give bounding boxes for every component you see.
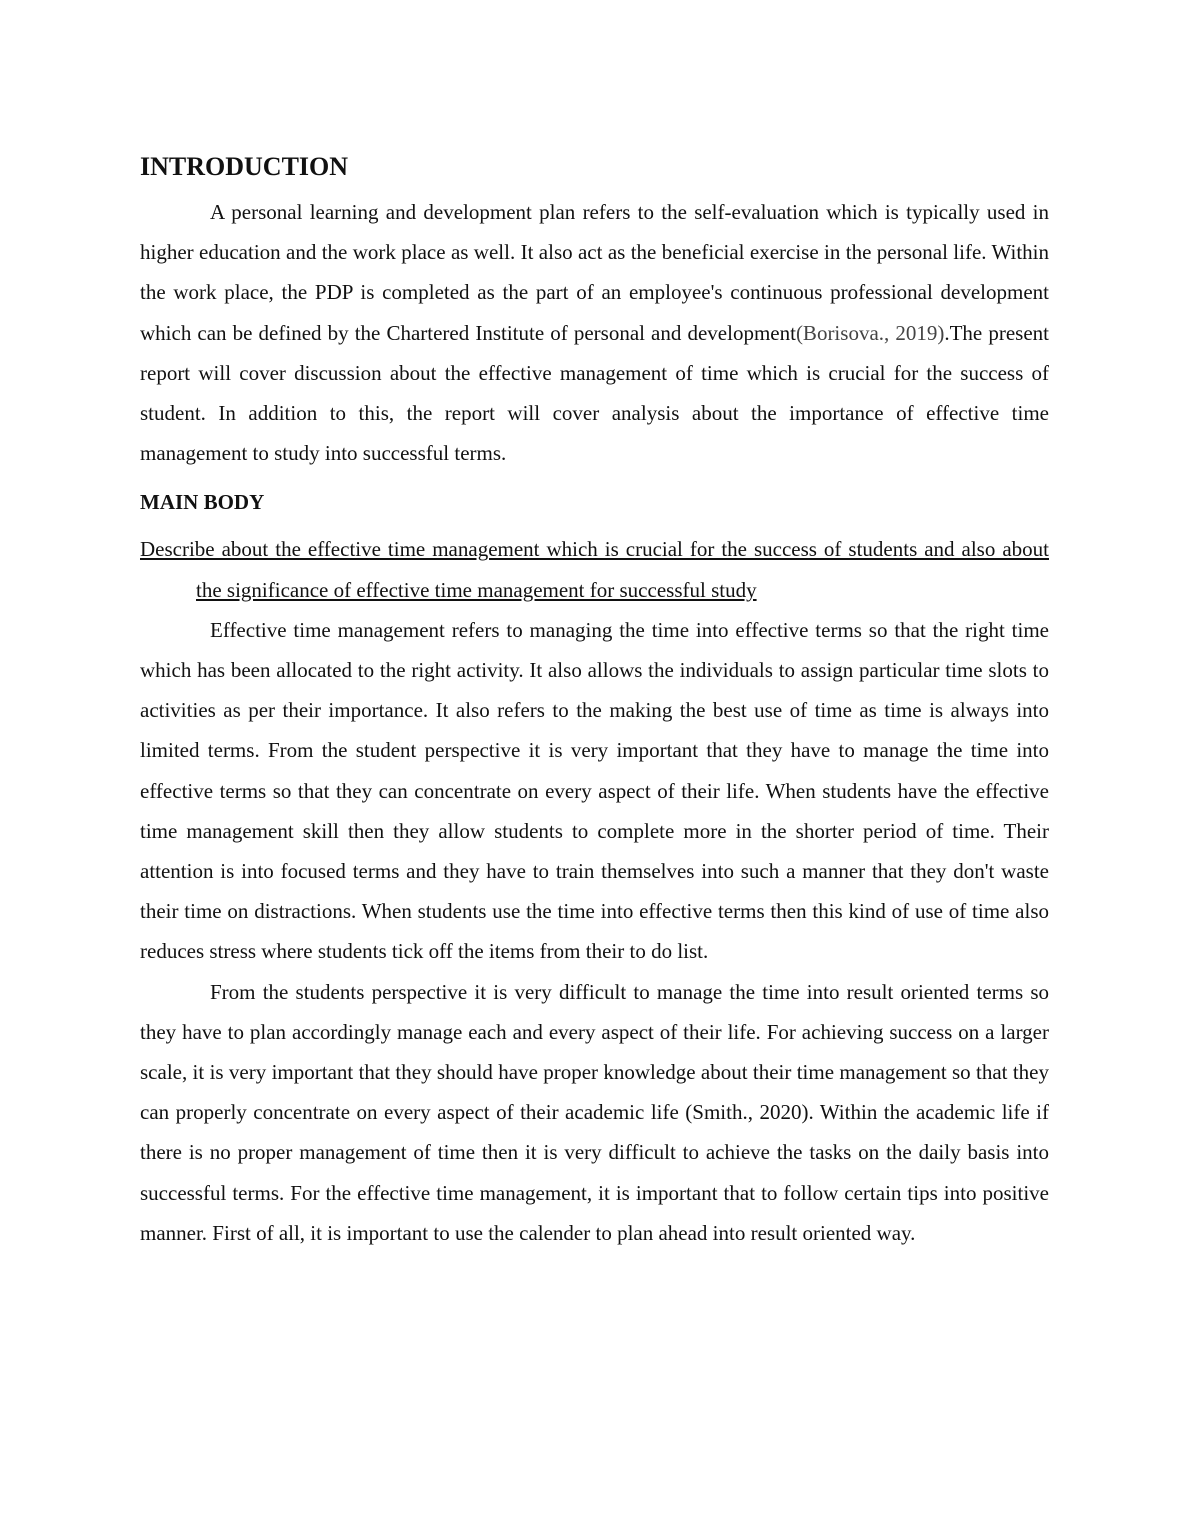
student-perspective-text-end: . Within the academic life if there is no proper management of time then it is very difficult to achieve the tasks on the daily basis into successful terms. For the effective time management, it is important that to follow certain tips into positive manner. First of all, it is important to use the calender to plan ahead into result oriented way. bbox=[140, 1100, 1050, 1245]
introduction-text-start: A personal learning and development plan refers to the self-evaluation which is typically used in higher education and the work place as well. It also act as the beneficial exercise in the personal life. Within the work place, the PDP is completed as the part of an employee's continuous professional development which can be defined by the Chartered Institute of personal and development bbox=[140, 200, 1049, 345]
student-perspective-text-start: From the students perspective it is very difficult to manage the time into result oriented terms so they have to plan accordingly manage each and every aspect of their life. For achieving success on a larger scale, it is very important that they should have proper knowledge about their time management so that they can properly concentrate on every aspect of their academic life bbox=[140, 979, 1049, 1125]
citation-borisova: (Borisova., 2019) bbox=[795, 320, 945, 345]
student-perspective-paragraph bbox=[140, 972, 1049, 1253]
introduction-text-end: .The present report will cover discussion about the effective management of time which is crucial for the success of student. In addition to this, the report will cover analysis about the importance of effective time management to study into successful terms. bbox=[140, 320, 1049, 466]
document-page bbox=[140, 148, 1049, 1253]
main-body-heading: MAIN BODY bbox=[140, 490, 265, 515]
time-management-paragraph: Effective time management refers to managing the time into effective terms so that the right time which has been allocated to the right activity. It also allows the individuals to assign particular time slots to activities as per their importance. It also refers to the making the best use of time as time is always into limited terms. From the student perspective it is very important that they have to manage the time into effective terms so that they can concentrate on every aspect of their life. When students have the effective time management skill then they allow students to complete more in the shorter period of time. Their attention is into focused terms and they have to train themselves into such a manner that they don't waste their time on distractions. When students use the time into effective terms then this kind of use of time also reduces stress where students tick off the items from their to do list. bbox=[140, 617, 1049, 964]
introduction-heading: INTRODUCTION bbox=[140, 152, 349, 181]
main-body-subheading: Describe about the effective time management which is crucial for the success of students and also about the significance of effective time management for successful study bbox=[140, 537, 1049, 602]
introduction-paragraph bbox=[140, 192, 1049, 473]
citation-smith: (Smith., 2020) bbox=[685, 1100, 809, 1125]
